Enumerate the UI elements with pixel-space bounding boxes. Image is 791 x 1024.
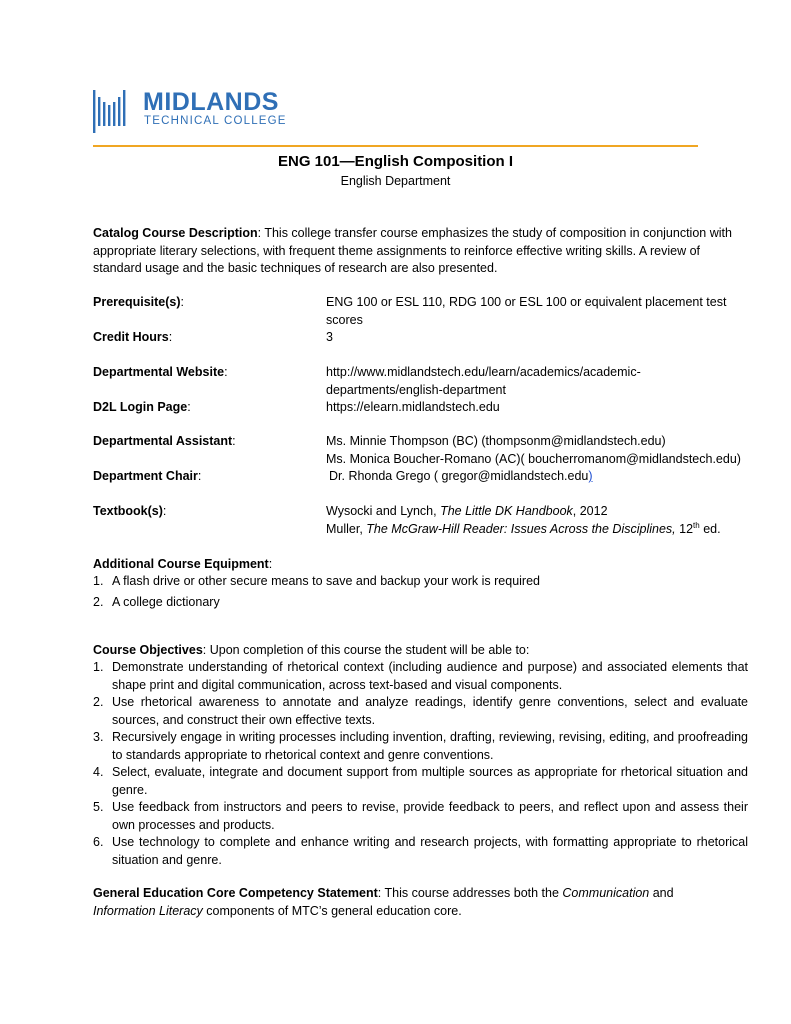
- college-logo: [93, 88, 293, 134]
- list-item: 1. Demonstrate understanding of rhetorical context (including audience and purpose) and associated elements that shape print and digital communication, across text-based and visual components.: [93, 660, 748, 692]
- catalog-description: [93, 225, 748, 278]
- logo-name: MIDLANDS: [143, 88, 279, 116]
- equipment-label: Additional Course Equipment: [93, 557, 269, 571]
- logo-bars-icon: [93, 90, 137, 134]
- list-item: 6. Use technology to complete and enhance writing and research projects, with formatting appropriate to rhetorical situation and genre.: [93, 835, 748, 867]
- chair-close-link[interactable]: ): [588, 469, 593, 483]
- course-title: ENG 101—English Composition I: [277, 153, 514, 170]
- d2l-link[interactable]: https://elearn.midlandstech.edu: [326, 400, 500, 414]
- header-rule: [93, 145, 698, 147]
- list-item: 4. Select, evaluate, integrate and document support from multiple sources as appropriate for rhetorical situation and genre.: [93, 765, 748, 797]
- textbooks-label-row: Textbook(s):: [93, 504, 167, 518]
- department-name: English Department: [340, 174, 451, 188]
- equipment-list: [93, 573, 748, 611]
- objectives-label: Course Objectives: [93, 643, 203, 657]
- list-item: 2. Use rhetorical awareness to annotate and analyze readings, identify genre conventions, select and evaluate sources, and construct their own effective texts.: [93, 695, 748, 727]
- chair-text: Dr. Rhonda Grego ( gregor@midlandstech.edu: [329, 469, 589, 483]
- textbook-1: Wysocki and Lynch, The Little DK Handbook, 2012: [326, 504, 608, 518]
- textbook-2-title: The McGraw-Hill Reader: Issues Across the Disciplines,: [366, 522, 676, 536]
- objectives-heading: Course Objectives: Upon completion of this course the student will be able to:: [93, 643, 530, 657]
- website-link[interactable]: http://www.midlandstech.edu/learn/academics/academic-departments/english-department: [326, 365, 641, 397]
- assistant-line-2: Ms. Monica Boucher-Romano (AC)( boucherromanom@midlandstech.edu): [326, 452, 741, 466]
- website-label: Departmental Website: [93, 365, 225, 379]
- credit-value: 3: [326, 330, 333, 344]
- competency-statement: General Education Core Competency Statement: This course addresses both the Communication and Information Literacy components of MTC’s general education core.: [93, 886, 674, 918]
- list-item: 5. Use feedback from instructors and peers to revise, provide feedback to peers, and reflect upon and assess their own processes and products.: [93, 800, 748, 832]
- list-item: 1. A flash drive or other secure means to save and backup your work is required: [93, 574, 540, 588]
- d2l-label: D2L Login Page: [93, 400, 188, 414]
- prereq-label-row: Prerequisite(s):: [93, 295, 185, 309]
- assistant-line-1: Ms. Minnie Thompson (BC) (thompsonm@midlandstech.edu): [326, 434, 666, 448]
- textbook-1-title: The Little DK Handbook: [440, 504, 573, 518]
- list-item: 2. A college dictionary: [93, 594, 220, 609]
- catalog-label: Catalog Course Description: [93, 226, 258, 240]
- logo-subname: TECHNICAL COLLEGE: [144, 115, 287, 127]
- list-item: 3. Recursively engage in writing processes including invention, drafting, reviewing, revising, editing, and proofreading to standards appropriate to rhetorical context and genre conventions.: [93, 730, 748, 762]
- competency-label: General Education Core Competency Statement: [93, 886, 378, 900]
- assistant-label-row: Departmental Assistant:: [93, 434, 236, 448]
- credit-label-row: Credit Hours:: [93, 330, 173, 344]
- textbooks-label: Textbook(s): [93, 504, 163, 518]
- equipment-heading: Additional Course Equipment:: [93, 557, 273, 571]
- prereq-label: Prerequisite(s): [93, 295, 181, 309]
- chair-label: Department Chair: [93, 469, 198, 483]
- prereq-value: ENG 100 or ESL 110, RDG 100 or ESL 100 or equivalent placement test scores: [326, 295, 727, 327]
- d2l-label-row: D2L Login Page:: [93, 400, 191, 414]
- chair-value: [329, 468, 769, 486]
- chair-label-row: Department Chair:: [93, 469, 202, 483]
- catalog-text: : This college transfer course emphasizes the study of composition in conjunction with appropriate literary selections, with frequent theme assignments to reinforce effective writing skills. A review of standard usage and the basic techniques of research are also presented.: [93, 226, 732, 275]
- credit-label: Credit Hours: [93, 330, 169, 344]
- assistant-label: Departmental Assistant: [93, 434, 233, 448]
- textbook-2: Muller, The McGraw-Hill Reader: Issues Across the Disciplines, 12th ed.: [326, 520, 721, 536]
- website-label-row: Departmental Website:: [93, 365, 228, 379]
- objectives-list: [93, 659, 748, 869]
